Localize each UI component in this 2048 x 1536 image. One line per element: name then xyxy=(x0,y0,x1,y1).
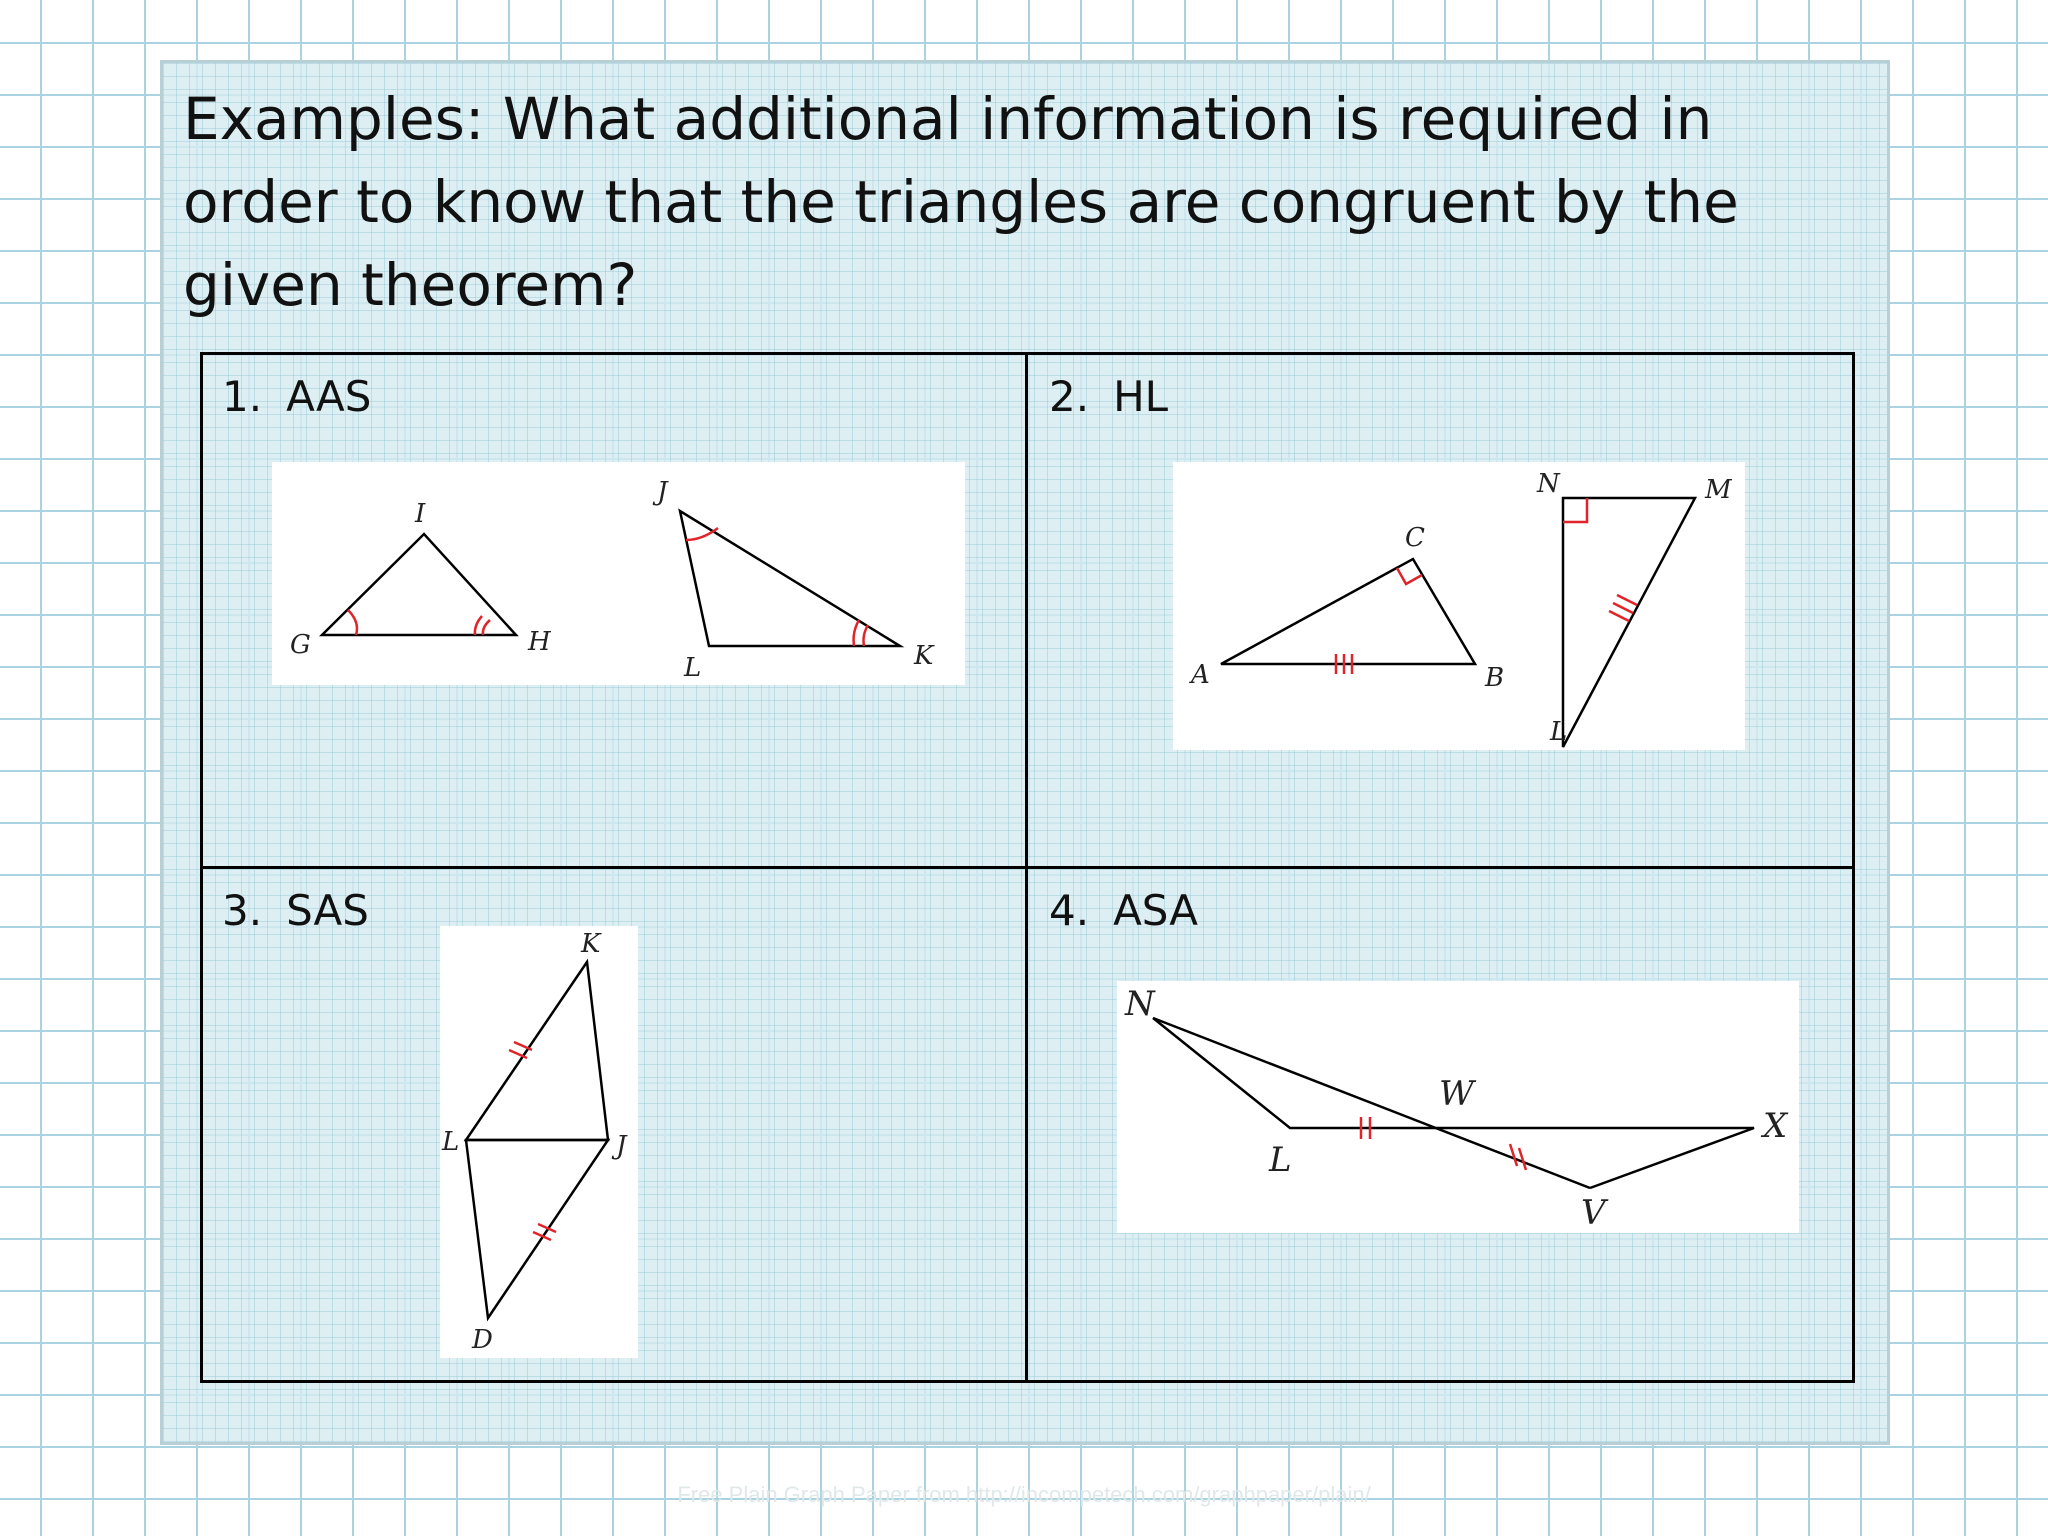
angle-mark-h-outer xyxy=(475,616,482,635)
problem-3-label xyxy=(222,886,369,935)
problem-1-theorem: AAS xyxy=(286,372,372,421)
problem-2-theorem: HL xyxy=(1113,372,1169,421)
vertex-label-k2: K xyxy=(581,929,601,959)
problem-1-figure xyxy=(272,462,965,685)
vertex-label-g: G xyxy=(290,630,311,660)
vertex-label-n: N xyxy=(1537,469,1560,499)
vertex-label-l4: L xyxy=(1269,1140,1292,1180)
problem-4-theorem: ASA xyxy=(1113,886,1198,935)
segment-w-x-v xyxy=(1441,1128,1754,1188)
problem-3-theorem: SAS xyxy=(286,886,369,935)
vertex-label-k: K xyxy=(914,641,934,671)
triangle-acb xyxy=(1221,559,1475,664)
right-angle-mark-c xyxy=(1397,568,1422,584)
problem-4-number: 4. xyxy=(1049,886,1090,935)
problem-1-number: 1. xyxy=(222,372,263,421)
problem-2-number: 2. xyxy=(1049,372,1090,421)
problem-2-label xyxy=(1049,372,1168,421)
angle-mark-k-inner xyxy=(864,625,869,646)
angle-mark-j xyxy=(686,528,718,540)
vertex-label-a: A xyxy=(1191,660,1210,690)
table-divider-horizontal xyxy=(200,866,1855,869)
vertex-label-n2: N xyxy=(1125,984,1155,1024)
problem-4-label xyxy=(1049,886,1198,935)
triangle-klj xyxy=(466,962,608,1140)
vertex-label-c: C xyxy=(1405,523,1425,553)
vertex-label-j: J xyxy=(657,477,668,507)
vertex-label-l3: L xyxy=(442,1127,460,1157)
angle-mark-k-outer xyxy=(854,620,859,646)
right-angle-mark-n xyxy=(1563,498,1587,522)
angle-mark-h-inner xyxy=(483,620,490,635)
vertex-label-m: M xyxy=(1705,475,1732,505)
vertex-label-l2: L xyxy=(1550,717,1568,747)
vertex-label-d: D xyxy=(472,1325,493,1355)
vertex-label-w: W xyxy=(1439,1074,1474,1114)
vertex-label-b: B xyxy=(1485,663,1505,693)
vertex-label-l: L xyxy=(684,653,702,683)
vertex-label-i: I xyxy=(415,499,426,529)
problem-2-figure xyxy=(1173,462,1745,750)
triangle-nml xyxy=(1563,498,1695,747)
vertex-label-h: H xyxy=(528,627,551,657)
vertex-label-x: X xyxy=(1763,1106,1788,1146)
problem-1-label xyxy=(222,372,371,421)
problem-3-number: 3. xyxy=(222,886,263,935)
triangle-ljd xyxy=(466,1140,608,1318)
slide-title: Examples: What additional information is required in order to know that the triangles are congruent by the given theorem? xyxy=(183,85,1739,319)
problem-3-figure xyxy=(440,926,638,1358)
triangle-gih xyxy=(322,534,516,635)
angle-mark-g xyxy=(348,610,357,635)
problem-4-figure xyxy=(1117,981,1799,1233)
vertex-label-v: V xyxy=(1581,1193,1606,1233)
vertex-label-j2: J xyxy=(616,1131,627,1161)
graph-paper-credit: Free Plain Graph Paper from http://incompetech.com/graphpaper/plain/ xyxy=(677,1482,1371,1507)
